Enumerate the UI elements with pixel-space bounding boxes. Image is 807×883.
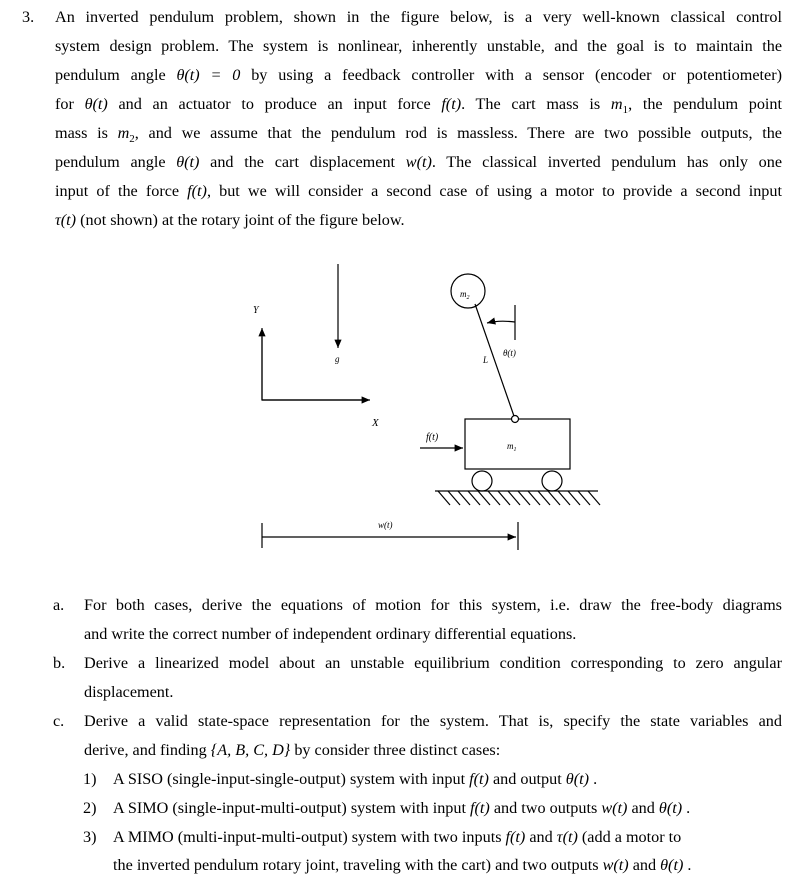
theta-label: θ(t) [503, 348, 516, 358]
wheel-left [472, 471, 492, 491]
item-b-letter: b. [53, 654, 66, 672]
intro-line-5: mass is $m_2$, and we assume that the pendulum rod is massless. There are two possible outputs, the [55, 124, 782, 146]
item-a-line-2: and write the correct number of independent ordinary differential equations. [84, 625, 577, 643]
item-b-line-1: Derive a linearized model about an unstable equilibrium condition corresponding to zero angular [84, 654, 782, 672]
pendulum-mass [451, 274, 485, 308]
problem-number: 3. [22, 8, 35, 26]
intro-line-6: pendulum angle θ(t) and the cart displacement w(t). The classical inverted pendulum has only one [55, 153, 783, 171]
intro-line-2: system design problem. The system is nonlinear, inherently unstable, and the goal is to maintain the [55, 37, 782, 55]
item-c-letter: c. [53, 712, 65, 730]
item-b-line-2: displacement. [84, 683, 174, 701]
ground-hatch [438, 491, 600, 505]
case-1-text: A SISO (single-input-single-output) system with input f(t) and output θ(t) . [113, 770, 598, 788]
theta-arc [487, 321, 515, 323]
pivot-joint [512, 416, 519, 423]
length-label: L [483, 355, 489, 365]
case-3-text-line-2: the inverted pendulum rotary joint, traveling with the cart) and two outputs w(t) and θ(t) . [113, 856, 692, 874]
cart [465, 419, 570, 469]
coordinate-axes [262, 337, 362, 400]
intro-line-8: τ(t) (not shown) at the rotary joint of the figure below. [55, 211, 405, 229]
x-axis-label: X [372, 417, 379, 429]
gravity-label: g [335, 354, 340, 364]
case-3-number: 3) [83, 828, 97, 846]
case-2-text: A SIMO (single-input-multi-output) system with input f(t) and two outputs w(t) and θ(t) . [113, 799, 691, 817]
item-c-line-1: Derive a valid state-space representation for the system. That is, specify the state variables and [84, 712, 782, 730]
m2-label: $m_2$ [460, 289, 470, 301]
force-label: f(t) [426, 432, 439, 443]
case-2-number: 2) [83, 799, 97, 817]
case-3-text-line-1: A MIMO (multi-input-multi-output) system with two inputs f(t) and τ(t) (add a motor to [113, 828, 682, 846]
intro-line-4: for θ(t) and an actuator to produce an input force f(t). The cart mass is $m_1$, the pendulum point [55, 95, 783, 117]
item-c-line-2: derive, and finding {A, B, C, D} by consider three distinct cases: [84, 741, 501, 759]
intro-line-7: input of the force f(t), but we will consider a second case of using a motor to provide a second input [55, 182, 782, 200]
intro-line-1: An inverted pendulum problem, shown in the figure below, is a very well-known classical control [55, 8, 782, 26]
item-a-line-1: For both cases, derive the equations of motion for this system, i.e. draw the free-body diagrams [84, 596, 782, 614]
wheel-right [542, 471, 562, 491]
m1-label: $m_1$ [507, 441, 517, 453]
case-1-number: 1) [83, 770, 97, 788]
displacement-label: w(t) [378, 520, 393, 530]
intro-line-3: pendulum angle θ(t) = 0 by using a feedback controller with a sensor (encoder or potentiometer) [55, 66, 782, 84]
y-axis-label: Y [253, 305, 259, 316]
item-a-letter: a. [53, 596, 65, 614]
